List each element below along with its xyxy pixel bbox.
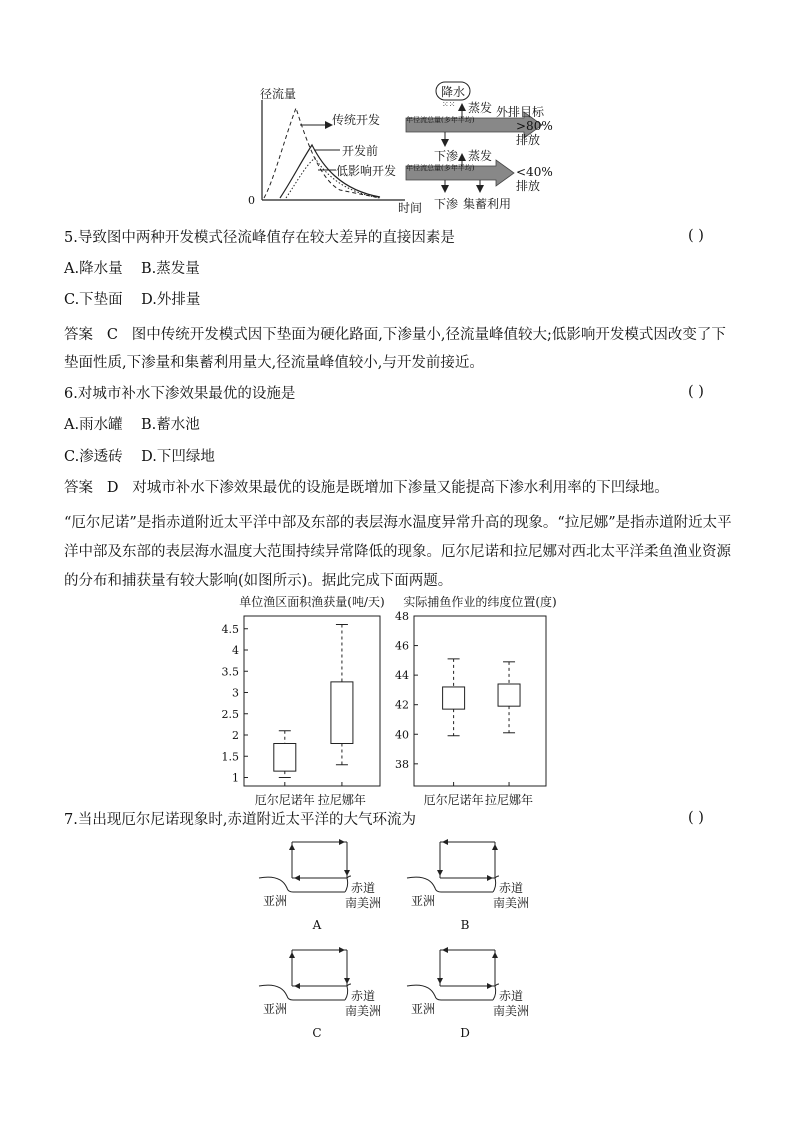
arrowhead — [437, 978, 443, 984]
q6-stem: 6.对城市补水下渗效果最优的设施是 — [64, 386, 296, 402]
samerica-label: 南美洲 — [493, 896, 530, 910]
evap-label-1: 蒸发 — [468, 101, 493, 115]
samerica-label: 南美洲 — [345, 1004, 382, 1018]
arrowhead — [492, 952, 498, 958]
arrowhead — [344, 978, 350, 984]
arrowhead — [442, 839, 448, 845]
q5-stem: 5.导致图中两种开发模式径流峰值存在较大差异的直接因素是 — [64, 230, 455, 246]
rain-marks: ⁙⁙ — [442, 100, 456, 109]
asia-label: 亚洲 — [263, 894, 288, 908]
chart-title: 单位渔区面积渔获量(吨/天) — [239, 595, 385, 609]
arrowhead — [442, 947, 448, 953]
equator-label: 赤道 — [351, 881, 376, 895]
infil-label-2: 下渗 — [434, 197, 459, 211]
arrowhead — [339, 839, 345, 845]
asia-label: 亚洲 — [411, 894, 436, 908]
q7-answer-blank: ( ) — [688, 810, 704, 826]
flow-text-1: 年径流总量(多年平均) — [406, 116, 475, 124]
y-tick-label: 4.5 — [221, 622, 239, 636]
circulation-option-c — [259, 947, 381, 1040]
arrowhead — [289, 844, 295, 850]
q6-answer: 答案 D 对城市补水下渗效果最优的设施是既增加下渗量又能提高下渗水利用率的下凹绿地。 — [64, 480, 669, 496]
arrowhead — [437, 870, 443, 876]
y-tick-label: 2 — [232, 729, 239, 742]
q5-options-ab: A.降水量 B.蒸发量 — [64, 261, 200, 277]
y-tick-label: 1 — [232, 771, 239, 785]
q5-answer: 答案 C 图中传统开发模式因下垫面为硬化路面,下渗量小,径流量峰值较大;低影响开发模式因改变了下垫面性质,下渗量和集蓄利用量大,径流量峰值较小,与开发前接近。 — [64, 327, 726, 371]
samerica-label: 南美洲 — [345, 896, 382, 910]
option-label: C — [312, 1026, 322, 1040]
asia-coast — [259, 985, 293, 1000]
asia-coast — [407, 877, 441, 892]
arrowhead — [487, 983, 493, 989]
category-label: 拉尼娜年 — [485, 793, 534, 807]
box — [443, 687, 465, 709]
asia-coast — [259, 877, 293, 892]
category-label: 厄尔尼诺年 — [254, 793, 315, 807]
y-tick-label: 38 — [395, 757, 409, 771]
chart-frame — [244, 616, 380, 786]
y-tick-label: 40 — [395, 728, 409, 742]
evap-label-2: 蒸发 — [468, 149, 493, 163]
q7-stem: 7.当出现厄尔尼诺现象时,赤道附近太平洋的大气环流为 — [64, 812, 416, 828]
y-tick-label: 3.5 — [221, 665, 239, 679]
arrowhead — [289, 952, 295, 958]
chart-title: 实际捕鱼作业的纬度位置(度) — [403, 595, 557, 609]
q6-answer-blank: ( ) — [688, 384, 704, 400]
circulation-option-b — [407, 839, 529, 932]
low-impact-label: 低影响开发 — [336, 164, 397, 178]
target2-value: <40% — [516, 165, 553, 179]
boxplot-figure — [200, 590, 560, 810]
option-label: B — [460, 918, 470, 932]
category-label: 拉尼娜年 — [317, 793, 366, 807]
precip-label: 降水 — [441, 85, 466, 99]
target-title: 外排目标 — [496, 105, 545, 119]
q6-options-ab: A.雨水罐 B.蓄水池 — [64, 417, 200, 433]
origin-label: 0 — [248, 194, 255, 207]
target2-label: 排放 — [516, 179, 541, 193]
y-tick-label: 46 — [395, 639, 409, 653]
before-label: 开发前 — [342, 144, 379, 158]
flow-text-2: 年径流总量(多年平均) — [406, 164, 475, 172]
chart-frame — [414, 616, 546, 786]
runoff-figure — [240, 80, 560, 215]
infil-label-1: 下渗 — [434, 149, 459, 163]
target1-label: 排放 — [516, 133, 541, 147]
category-label: 厄尔尼诺年 — [423, 793, 484, 807]
traditional-label: 传统开发 — [332, 113, 381, 127]
arrowhead — [492, 844, 498, 850]
equator-label: 赤道 — [499, 989, 524, 1003]
asia-label: 亚洲 — [263, 1002, 288, 1016]
samerica-label: 南美洲 — [493, 1004, 530, 1018]
intro-paragraph: “厄尔尼诺”是指赤道附近太平洋中部及东部的表层海水温度异常升高的现象。“拉尼娜”是指赤道附近太平洋中部及东部的表层海水温度大范围持续异常降低的现象。厄尔尼诺和拉尼娜对西北太平洋柔鱼渔业资源的分布和捕获量有较大影响(如图所示)。据此完成下面两题。 — [64, 515, 732, 589]
arrowhead — [294, 983, 300, 989]
arrowhead — [339, 947, 345, 953]
option-label: A — [312, 918, 322, 932]
y-tick-label: 48 — [395, 610, 409, 623]
option-label: D — [460, 1026, 470, 1040]
equator-label: 赤道 — [351, 989, 376, 1003]
asia-coast — [407, 985, 441, 1000]
circulation-options-figure — [255, 836, 555, 1046]
y-tick-label: 42 — [395, 698, 409, 712]
y-tick-label: 4 — [232, 644, 239, 657]
y-tick-label: 44 — [395, 669, 409, 683]
storage-label: 集蓄利用 — [463, 197, 512, 211]
q5-answer-blank: ( ) — [688, 228, 704, 244]
q5-options-cd: C.下垫面 D.外排量 — [64, 292, 201, 308]
circulation-option-d — [407, 947, 529, 1040]
arrowhead — [344, 870, 350, 876]
y-axis-label: 径流量 — [260, 87, 297, 101]
box — [331, 682, 353, 744]
y-tick-label: 1.5 — [221, 750, 239, 764]
x-axis-label: 时间 — [398, 201, 423, 215]
arrowhead — [294, 875, 300, 881]
box — [274, 744, 296, 772]
target1-value: >80% — [516, 119, 553, 133]
q6-options-cd: C.渗透砖 D.下凹绿地 — [64, 449, 215, 465]
circulation-option-a — [259, 839, 381, 932]
arrowhead — [487, 875, 493, 881]
box — [498, 684, 520, 706]
y-tick-label: 3 — [232, 686, 239, 700]
equator-label: 赤道 — [499, 881, 524, 895]
y-tick-label: 2.5 — [221, 707, 239, 721]
asia-label: 亚洲 — [411, 1002, 436, 1016]
